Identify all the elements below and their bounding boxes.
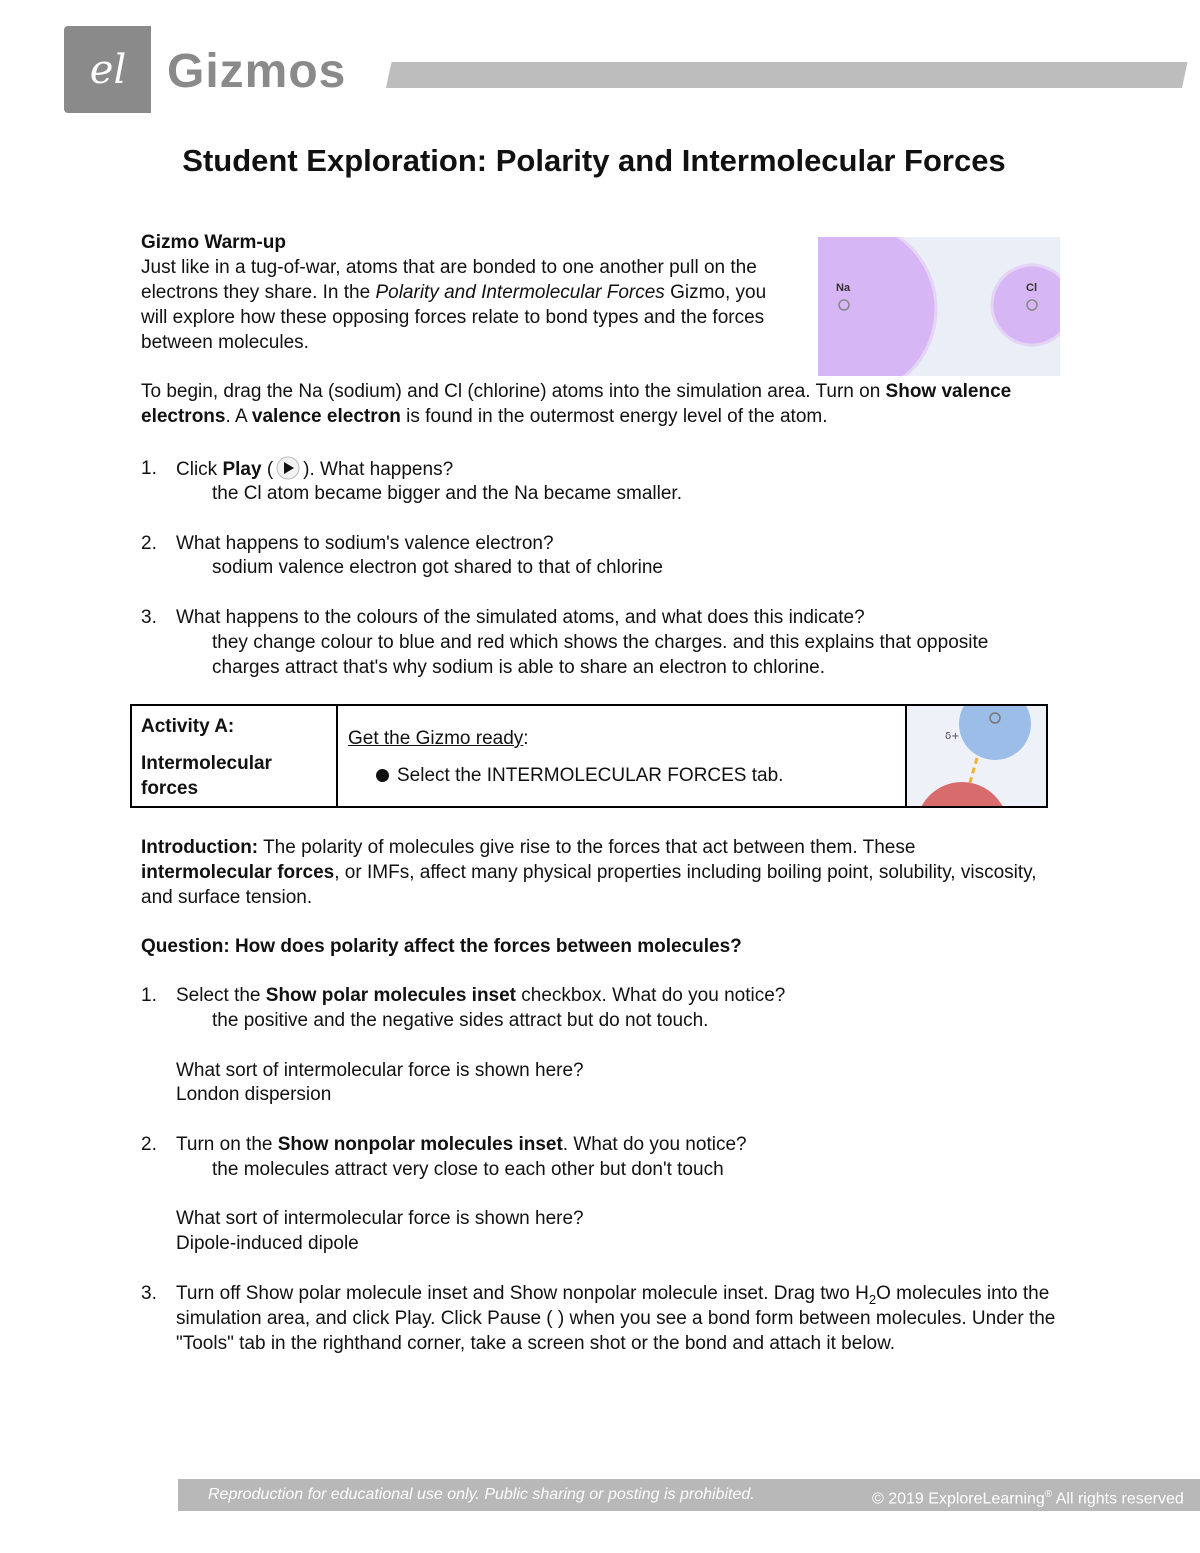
question-text: Turn on the Show nonpolar molecules inset. What do you notice? xyxy=(176,1134,747,1155)
table-divider xyxy=(336,704,338,808)
follow-up-answer: Dipole-induced dipole xyxy=(176,1233,359,1254)
footer-copyright: © 2019 ExploreLearning® All rights reserved xyxy=(872,1489,1184,1508)
follow-up-question: What sort of intermolecular force is shown here? xyxy=(176,1208,584,1229)
water-molecules-illustration xyxy=(907,706,1046,806)
na-cl-atoms-illustration xyxy=(818,237,1060,376)
answer-text: the Cl atom became bigger and the Na became smaller. xyxy=(212,483,682,504)
answer-text: the positive and the negative sides attract but do not touch. xyxy=(212,1010,709,1031)
cl-label: Cl xyxy=(1026,282,1037,294)
bullet-icon xyxy=(376,769,389,782)
warmup-heading: Gizmo Warm-up xyxy=(141,232,286,253)
question-text: Select the Show polar molecules inset checkbox. What do you notice? xyxy=(176,985,786,1006)
question-text: Click Play ( ). What happens? xyxy=(176,456,1056,482)
gizmo-ready-heading: Get the Gizmo ready: xyxy=(348,728,529,749)
warmup-paragraph-1: Just like in a tug-of-war, atoms that are bonded to one another pull on the electrons they share. In the Polarity and Intermolecular Forces Gizmo, you will explore how these opposing forces relate to bond types and the forces between molecules. xyxy=(141,257,767,353)
answer-text: they change colour to blue and red which shows the charges. and this explains that opposite charges attract that's why sodium is able to share an electron to chlorine. xyxy=(212,632,989,678)
header-bar xyxy=(386,62,1188,88)
activity-name: Intermolecular forces xyxy=(141,753,272,799)
question-number: 1. xyxy=(141,458,157,479)
activity-simulation-image xyxy=(907,706,1046,806)
follow-up-answer: London dispersion xyxy=(176,1084,332,1105)
play-icon xyxy=(273,456,303,480)
footer-notice: Reproduction for educational use only. Public sharing or posting is prohibited. xyxy=(208,1486,755,1503)
warmup-paragraph-2: To begin, drag the Na (sodium) and Cl (chlorine) atoms into the simulation area. Turn on Show valence electrons. A valence electron is found in the outermost energy level of the atom. xyxy=(141,381,1012,427)
brand-name: Gizmos xyxy=(167,45,347,98)
answer-text: the molecules attract very close to each other but don't touch xyxy=(212,1159,724,1180)
warmup-simulation-image xyxy=(818,237,1060,376)
introduction-paragraph: Introduction: The polarity of molecules give rise to the forces that act between them. These intermolecular forces, or IMFs, affect many physical properties including boiling point, solubility, viscosity, and surface tension. xyxy=(141,837,1037,908)
question-text: What happens to sodium's valence electron? xyxy=(176,533,554,554)
question-text: What happens to the colours of the simulated atoms, and what does this indicate? xyxy=(176,607,865,628)
explorelearning-logo-icon: el xyxy=(89,47,127,93)
question-number: 3. xyxy=(141,1283,157,1304)
question-number: 3. xyxy=(141,607,157,628)
partial-charge-label: δ+ xyxy=(945,731,960,742)
question-number: 2. xyxy=(141,533,157,554)
page-title: Student Exploration: Polarity and Intermolecular Forces xyxy=(182,143,1006,178)
question-heading: Question: How does polarity affect the forces between molecules? xyxy=(141,936,742,957)
activity-step: Select the INTERMOLECULAR FORCES tab. xyxy=(376,763,783,788)
question-number: 2. xyxy=(141,1134,157,1155)
na-label: Na xyxy=(836,282,851,294)
activity-label: Activity A: xyxy=(141,716,235,737)
question-number: 1. xyxy=(141,985,157,1006)
answer-text: sodium valence electron got shared to that of chlorine xyxy=(212,557,663,578)
follow-up-question: What sort of intermolecular force is shown here? xyxy=(176,1060,584,1081)
question-text: Turn off Show polar molecule inset and Show nonpolar molecule inset. Drag two $H_2O$ molecules into the simulation area, and click Play. Click Pause ( ) when you see a bond form between molecules. Under the "Tools" tab in the righthand corner, take a screen shot or the bond and attach it below. xyxy=(176,1283,1056,1354)
